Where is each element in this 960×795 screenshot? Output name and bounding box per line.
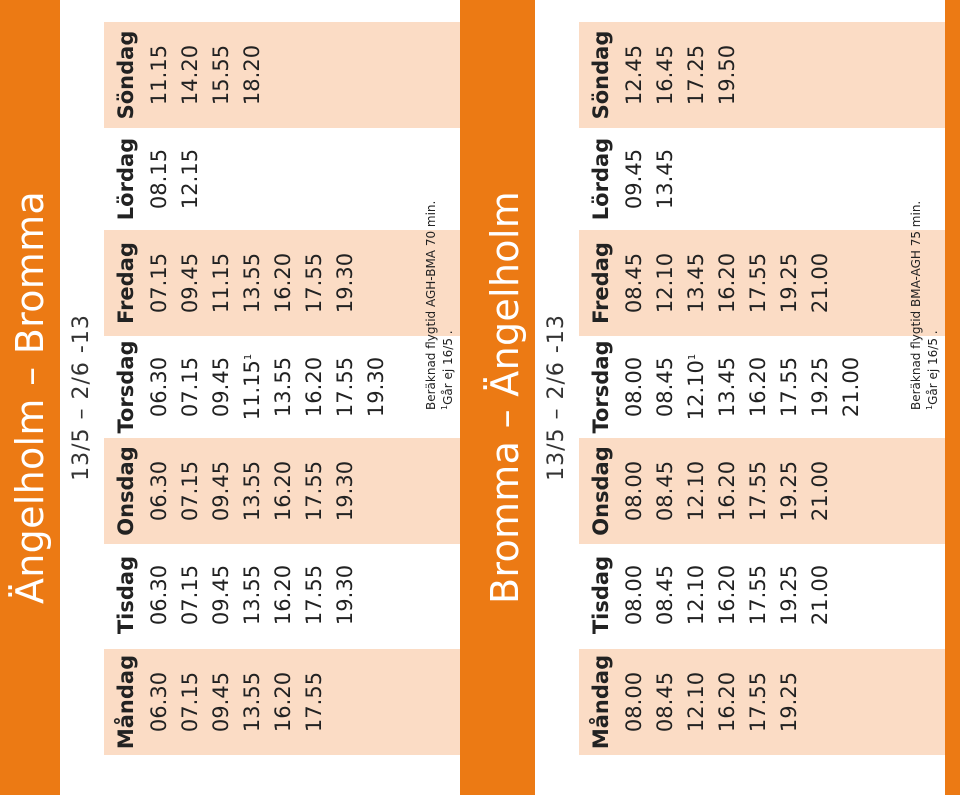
departure-time xyxy=(712,22,743,128)
time-value: 19.25 xyxy=(808,356,832,418)
departure-time xyxy=(650,438,681,544)
departure-time xyxy=(743,438,774,544)
time-value: 09.45 xyxy=(622,148,646,210)
time-value: 19.50 xyxy=(715,44,739,106)
time-value: 17.55 xyxy=(746,564,770,626)
time-value: 12.15 xyxy=(178,148,202,210)
departure-list xyxy=(144,438,361,544)
note-line-2-text: Går ej 16/5 . xyxy=(441,330,455,405)
day-column xyxy=(104,649,460,755)
period-label: 13/5 – 2/6 -13 xyxy=(535,0,579,795)
departure-time xyxy=(805,438,836,544)
departure-list xyxy=(619,126,681,232)
route-bma-agh xyxy=(475,0,960,795)
day-column xyxy=(579,649,945,755)
departure-time xyxy=(268,438,299,544)
time-value: 13.45 xyxy=(653,148,677,210)
departure-time xyxy=(681,438,712,544)
time-value: 07.15 xyxy=(178,460,202,522)
day-header: Onsdag xyxy=(589,446,613,536)
departure-time xyxy=(330,334,361,440)
time-value: 12.10 xyxy=(684,460,708,522)
time-value: 11.15 xyxy=(240,360,264,421)
departure-time xyxy=(144,334,175,440)
departure-list xyxy=(144,542,361,648)
day-column xyxy=(104,438,460,544)
departure-time xyxy=(175,334,206,440)
day-column xyxy=(579,126,945,232)
note-line-1: Beräknad flygtid AGH-BMA 70 min. xyxy=(424,200,438,410)
time-value: 08.15 xyxy=(147,148,171,210)
time-value: 13.55 xyxy=(240,252,264,314)
departure-time xyxy=(175,126,206,232)
time-value: 19.25 xyxy=(777,671,801,733)
departure-time xyxy=(144,126,175,232)
time-value: 15.55 xyxy=(209,44,233,106)
departure-list xyxy=(144,126,206,232)
day-header: Söndag xyxy=(114,30,138,120)
departure-time xyxy=(619,126,650,232)
time-value: 17.55 xyxy=(746,671,770,733)
time-value: 19.25 xyxy=(777,564,801,626)
time-value: 08.00 xyxy=(622,671,646,733)
departure-list xyxy=(144,230,361,336)
time-value: 19.30 xyxy=(333,252,357,314)
time-value: 12.10 xyxy=(653,252,677,314)
departure-time xyxy=(175,542,206,648)
departure-time xyxy=(144,230,175,336)
departure-time xyxy=(268,649,299,755)
time-value: 12.10 xyxy=(684,360,708,421)
departure-time xyxy=(237,438,268,544)
departure-time xyxy=(206,334,237,440)
day-header: Fredag xyxy=(114,242,138,324)
time-value: 17.55 xyxy=(302,564,326,626)
departure-time xyxy=(743,649,774,755)
time-value: 17.55 xyxy=(302,671,326,733)
route-title: Ängelholm – Bromma xyxy=(0,0,60,795)
departure-time xyxy=(712,230,743,336)
departure-time xyxy=(619,649,650,755)
departure-list xyxy=(619,230,836,336)
time-value: 17.55 xyxy=(333,356,357,418)
time-value: 13.45 xyxy=(684,252,708,314)
departure-time xyxy=(712,334,743,440)
time-value: 17.55 xyxy=(746,252,770,314)
departure-time xyxy=(619,22,650,128)
departure-list xyxy=(619,649,805,755)
time-value: 13.55 xyxy=(240,460,264,522)
departure-time xyxy=(619,230,650,336)
departure-time xyxy=(175,230,206,336)
departure-time xyxy=(681,22,712,128)
departure-time xyxy=(237,542,268,648)
departure-time xyxy=(836,334,867,440)
time-value: 17.25 xyxy=(684,44,708,106)
time-value: 16.20 xyxy=(271,460,295,522)
departure-time xyxy=(330,438,361,544)
time-value: 09.45 xyxy=(209,671,233,733)
departure-time xyxy=(206,542,237,648)
time-value: 13.55 xyxy=(240,564,264,626)
departure-time xyxy=(144,542,175,648)
time-value: 16.45 xyxy=(653,44,677,106)
departure-time xyxy=(237,334,268,440)
departure-time xyxy=(774,649,805,755)
time-value: 13.55 xyxy=(240,671,264,733)
departure-time xyxy=(743,334,774,440)
day-column xyxy=(579,230,945,336)
day-header: Fredag xyxy=(589,242,613,324)
time-value: 21.00 xyxy=(839,356,863,418)
time-value: 18.20 xyxy=(240,44,264,106)
time-value: 09.45 xyxy=(178,252,202,314)
day-header: Söndag xyxy=(589,30,613,120)
footnote-mark: 1 xyxy=(687,353,698,361)
departure-list xyxy=(144,22,268,128)
departure-time xyxy=(805,542,836,648)
time-value: 16.20 xyxy=(271,564,295,626)
departure-time xyxy=(206,230,237,336)
departure-time xyxy=(805,334,836,440)
time-value: 21.00 xyxy=(808,252,832,314)
day-header: Onsdag xyxy=(114,446,138,536)
time-value: 19.25 xyxy=(777,460,801,522)
time-value: 07.15 xyxy=(178,356,202,418)
departure-time xyxy=(330,542,361,648)
timetable-grid xyxy=(104,0,460,795)
departure-time xyxy=(805,230,836,336)
departure-time xyxy=(619,542,650,648)
time-value: 06.30 xyxy=(147,460,171,522)
time-value: 12.10 xyxy=(684,564,708,626)
time-value: 16.20 xyxy=(715,564,739,626)
time-value: 07.15 xyxy=(147,252,171,314)
departure-time xyxy=(237,230,268,336)
departure-time xyxy=(712,542,743,648)
time-value: 21.00 xyxy=(808,460,832,522)
time-value: 19.30 xyxy=(333,460,357,522)
departure-list xyxy=(619,438,836,544)
time-value: 17.55 xyxy=(302,252,326,314)
day-header: Lördag xyxy=(589,137,613,221)
departure-time xyxy=(743,542,774,648)
departure-time xyxy=(774,438,805,544)
departure-time xyxy=(237,649,268,755)
departure-time xyxy=(299,438,330,544)
departure-time xyxy=(144,438,175,544)
flight-time-note xyxy=(910,201,940,410)
day-column xyxy=(104,126,460,232)
time-value: 08.00 xyxy=(622,356,646,418)
departure-time xyxy=(206,22,237,128)
day-header: Måndag xyxy=(589,654,613,750)
departure-time xyxy=(650,334,681,440)
time-value: 08.45 xyxy=(653,460,677,522)
time-value: 12.45 xyxy=(622,44,646,106)
departure-time xyxy=(650,542,681,648)
day-header: Lördag xyxy=(114,137,138,221)
time-value: 08.45 xyxy=(622,252,646,314)
time-value: 08.00 xyxy=(622,460,646,522)
time-value: 13.45 xyxy=(715,356,739,418)
departure-time xyxy=(206,649,237,755)
time-value: 09.45 xyxy=(209,356,233,418)
timetable-frame xyxy=(579,0,960,795)
departure-list xyxy=(144,334,392,440)
departure-time xyxy=(268,230,299,336)
day-header: Torsdag xyxy=(114,340,138,434)
time-value: 09.45 xyxy=(209,564,233,626)
time-value: 21.00 xyxy=(808,564,832,626)
time-value: 08.45 xyxy=(653,671,677,733)
departure-time xyxy=(361,334,392,440)
route-agh-bma xyxy=(0,0,475,795)
time-value: 16.20 xyxy=(715,671,739,733)
time-value: 16.20 xyxy=(271,671,295,733)
departure-list xyxy=(619,334,867,440)
departure-time xyxy=(681,542,712,648)
departure-time xyxy=(743,230,774,336)
departure-time xyxy=(206,438,237,544)
route-title: Bromma – Ängelholm xyxy=(475,0,535,795)
departure-time xyxy=(619,334,650,440)
timetable-grid xyxy=(579,0,945,795)
departure-time xyxy=(330,230,361,336)
day-column xyxy=(104,22,460,128)
departure-time xyxy=(175,649,206,755)
departure-time xyxy=(144,649,175,755)
footnote-mark: 1 xyxy=(243,353,254,361)
departure-time xyxy=(681,649,712,755)
time-value: 16.20 xyxy=(271,252,295,314)
time-value: 12.10 xyxy=(684,671,708,733)
day-column xyxy=(104,334,460,440)
departure-time xyxy=(268,542,299,648)
departure-time xyxy=(650,22,681,128)
day-header: Tisdag xyxy=(114,555,138,635)
time-value: 17.55 xyxy=(777,356,801,418)
flight-time-note xyxy=(425,201,455,410)
time-value: 08.45 xyxy=(653,356,677,418)
footnote-mark: 1 xyxy=(925,404,934,410)
time-value: 19.25 xyxy=(777,252,801,314)
note-line-2 xyxy=(923,201,940,410)
time-value: 16.20 xyxy=(746,356,770,418)
departure-time xyxy=(144,22,175,128)
departure-time xyxy=(650,126,681,232)
departure-time xyxy=(299,334,330,440)
departure-time xyxy=(175,438,206,544)
time-value: 07.15 xyxy=(178,671,202,733)
departure-time xyxy=(237,22,268,128)
time-value: 06.30 xyxy=(147,564,171,626)
period-label: 13/5 – 2/6 -13 xyxy=(60,0,104,795)
note-line-2 xyxy=(438,201,455,410)
time-value: 13.55 xyxy=(271,356,295,418)
departure-list xyxy=(619,22,743,128)
time-value: 08.45 xyxy=(653,564,677,626)
departure-list xyxy=(619,542,836,648)
departure-time xyxy=(175,22,206,128)
departure-time xyxy=(299,230,330,336)
time-value: 06.30 xyxy=(147,356,171,418)
departure-time xyxy=(619,438,650,544)
time-value: 17.55 xyxy=(302,460,326,522)
time-value: 09.45 xyxy=(209,460,233,522)
time-value: 19.30 xyxy=(364,356,388,418)
time-value: 16.20 xyxy=(715,460,739,522)
day-column xyxy=(579,542,945,648)
day-column xyxy=(104,230,460,336)
departure-time xyxy=(774,230,805,336)
day-header: Torsdag xyxy=(589,340,613,434)
day-column xyxy=(104,542,460,648)
departure-time xyxy=(712,438,743,544)
departure-time xyxy=(299,542,330,648)
departure-time xyxy=(299,649,330,755)
time-value: 16.20 xyxy=(715,252,739,314)
departure-time xyxy=(268,334,299,440)
footnote-mark: 1 xyxy=(440,404,449,410)
day-header: Måndag xyxy=(114,654,138,750)
departure-time xyxy=(681,230,712,336)
time-value: 16.20 xyxy=(302,356,326,418)
time-value: 06.30 xyxy=(147,671,171,733)
departure-time xyxy=(650,649,681,755)
departure-time xyxy=(774,542,805,648)
timetable-frame xyxy=(104,0,475,795)
departure-list xyxy=(144,649,330,755)
note-line-1: Beräknad flygtid BMA-AGH 75 min. xyxy=(909,200,923,410)
day-column xyxy=(579,334,945,440)
departure-time xyxy=(712,649,743,755)
departure-time xyxy=(681,334,712,440)
day-column xyxy=(579,22,945,128)
time-value: 11.15 xyxy=(209,252,233,314)
time-value: 07.15 xyxy=(178,564,202,626)
day-header: Tisdag xyxy=(589,555,613,635)
time-value: 11.15 xyxy=(147,44,171,106)
time-value: 08.00 xyxy=(622,564,646,626)
note-line-2-text: Går ej 16/5 . xyxy=(926,330,940,405)
departure-time xyxy=(650,230,681,336)
departure-time xyxy=(774,334,805,440)
day-column xyxy=(579,438,945,544)
time-value: 19.30 xyxy=(333,564,357,626)
time-value: 14.20 xyxy=(178,44,202,106)
time-value: 17.55 xyxy=(746,460,770,522)
